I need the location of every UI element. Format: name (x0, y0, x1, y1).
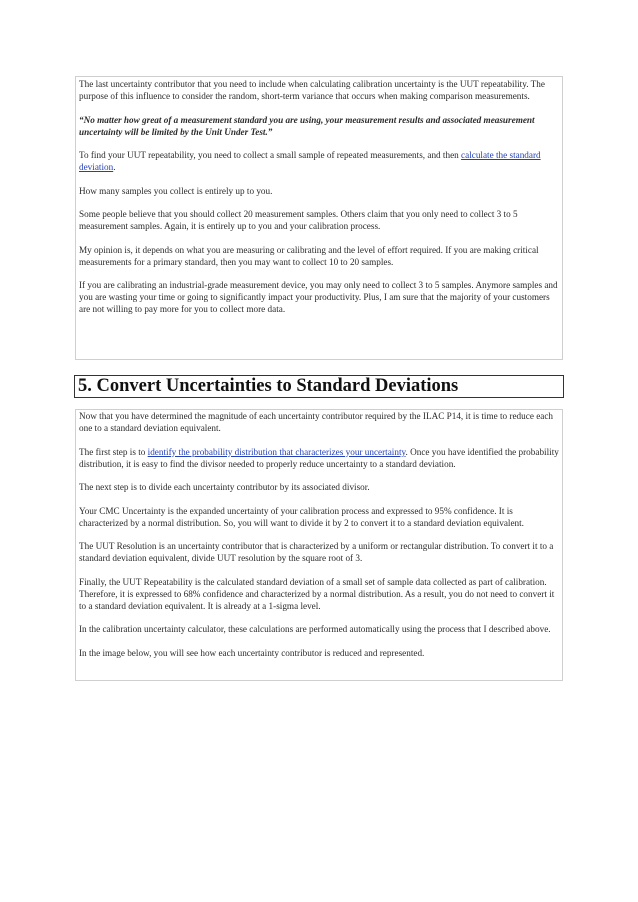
paragraph-text: . Once you have identified the probability distribution, it is easy to find the divisor needed to properly reduce uncertainty to a standard deviation. (79, 446, 559, 469)
section-heading: 5. Convert Uncertainties to Standard Deviations (74, 375, 564, 398)
paragraph-text: To find your UUT repeatability, you need to collect a small sample of repeated measurements, and then (79, 150, 462, 160)
paragraph: If you are calibrating an industrial-grade measurement device, you may only need to collect 3 to 5 samples. Anymore samples and you are wasting your time or going to significantly impact your productivity. Plus, I am sure that the majority of your customers are not willing to pay more for you to collect more data. (79, 280, 558, 314)
paragraph: The last uncertainty contributor that you need to include when calculating calibration uncertainty is the UUT repeatability. The purpose of this influence to consider the random, short-term variance that occurs when making comparison measurements. (79, 79, 545, 101)
paragraph (79, 149, 559, 173)
pull-quote: “No matter how great of a measurement standard you are using, your measurement results and associated measurement uncertainty will be limited by the Unit Under Test.” (79, 114, 535, 137)
paragraph: The UUT Resolution is an uncertainty contributor that is characterized by a uniform or rectangular distribution. To convert it to a standard deviation equivalent, divide UUT resolution by the square root of 3. (79, 541, 554, 563)
calculate-standard-deviation-link[interactable]: calculate the standard deviation (79, 150, 541, 172)
paragraph: In the image below, you will see how each uncertainty contributor is reduced and represented. (79, 647, 425, 658)
paragraph-text: . (113, 162, 116, 172)
paragraph: My opinion is, it depends on what you are measuring or calibrating and the level of effort required. If you are making critical measurements for a primary standard, then you may want to collect 10 to 20 samples. (79, 244, 539, 267)
paragraph: Now that you have determined the magnitude of each uncertainty contributor required by the ILAC P14, it is time to reduce each one to a standard deviation equivalent. (79, 411, 554, 433)
paragraph: In the calibration uncertainty calculator, these calculations are performed automatically using the process that I described above. (79, 624, 551, 634)
convert-uncertainties-text-block (75, 409, 563, 681)
paragraph: The next step is to divide each uncertainty contributor by its associated divisor. (79, 482, 370, 492)
paragraph: Some people believe that you should collect 20 measurement samples. Others claim that you only need to collect 3 to 5 measurement samples. Again, it is entirely up to you and your calibration process. (79, 209, 518, 231)
paragraph (79, 446, 559, 470)
paragraph-text: The first step is to (79, 446, 148, 457)
repeatability-text-block (75, 76, 563, 360)
identify-probability-distribution-link[interactable]: identify the probability distribution that characterizes your uncertainty (147, 446, 406, 457)
paragraph: How many samples you collect is entirely up to you. (79, 185, 273, 196)
paragraph: Your CMC Uncertainty is the expanded uncertainty of your calibration process and expressed to 95% confidence. It is characterized by a normal distribution. So, you will want to divide it by 2 to convert it to a standard deviation equivalent. (79, 505, 524, 528)
paragraph: Finally, the UUT Repeatability is the calculated standard deviation of a small set of sample data collected as part of calibration. Therefore, it is expressed to 68% confidence and characterized by a normal distribution. As a result, you do not need to convert it to a standard deviation equivalent. It is already at a 1-sigma level. (79, 576, 555, 611)
